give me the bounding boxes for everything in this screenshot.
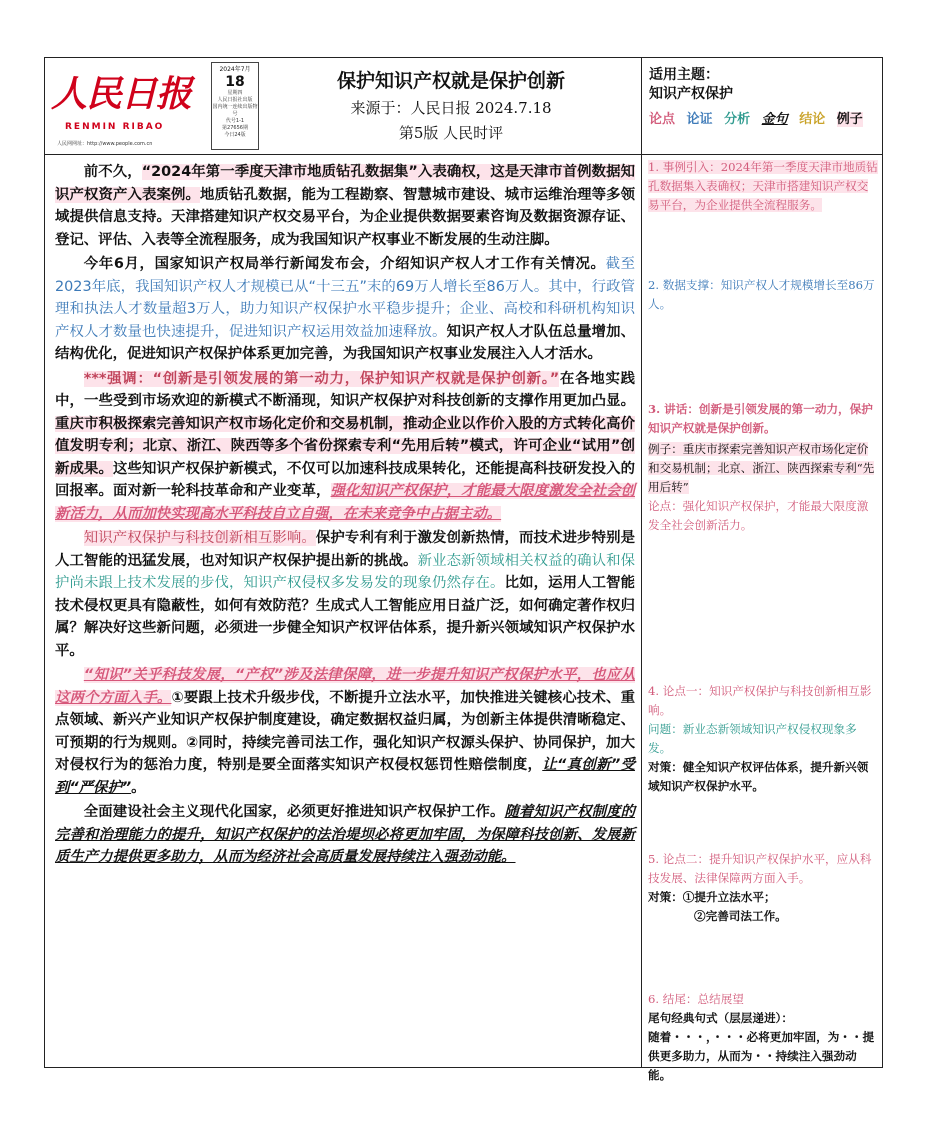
p4-analysis-green: 新业态新领域相关权益的确认和保护尚未跟上技术发展的步伐，知识产权侵权多发易发的现象仍然存在。	[55, 552, 635, 591]
paragraph-5	[55, 664, 635, 799]
logo-en: RENMIN RIBAO	[65, 122, 165, 132]
edition-line: 第5版 人民时评	[398, 124, 504, 142]
newspaper-logo	[51, 64, 201, 148]
note-5-solution-2: ②完善司法工作。	[694, 909, 787, 923]
note-3	[648, 400, 878, 535]
note-3-text: 3. 讲话：创新是引领发展的第一动力，保护知识产权就是保护创新。	[648, 402, 873, 435]
theme-box	[649, 66, 877, 129]
p4-text-a: 保护专利有利于激发创新热情，而技术进步特别是人工智能的迅猛发展，也对知识产权保护提出新的挑战。	[55, 530, 635, 569]
column-divider	[641, 58, 642, 1067]
page-title: 保护知识产权就是保护创新	[336, 70, 565, 92]
tag-argument: 论点	[649, 112, 676, 127]
note-3-point: 论点：强化知识产权保护，才能最大限度激发全社会创新活力。	[648, 499, 869, 532]
note-6	[648, 990, 878, 1085]
note-5	[648, 850, 878, 926]
paragraph-3	[55, 368, 635, 526]
issue-date-box	[211, 62, 259, 150]
p1-text-b: 地质钻孔数据，能为工程勘察、智慧城市建设、城市运维治理等多领域提供信息支持。天津搭建知识产权交易平台，为企业提供数据要素咨询及数据资源存证、登记、评估、入表等全流程服务，成为我国知识产权事业不断发展的生动注脚。	[55, 186, 635, 248]
p2-data-blue: 截至2023年底，我国知识产权人才规模已从“十三五”末的69万人增长至86万人。其中，行政管理和执法人才数量超3万人，助力知识产权保护水平稳步提升；企业、高校和科研机构知识产权人才数量也快速提升，促进知识产权运用效益加速释放。	[55, 256, 635, 340]
note-6-pattern: 尾句经典句式（层层递进）：	[648, 1011, 793, 1025]
source-line: 来源于：人民日报 2024.7.18	[350, 99, 552, 117]
paragraph-2	[55, 253, 635, 366]
tag-analysis: 分析	[724, 112, 751, 127]
tag-golden-sentence: 金句	[761, 112, 788, 127]
datebox-line-2: 国内统一连续出版物号	[212, 104, 258, 117]
note-4-problem: 问题：新业态新领域知识产权侵权现象多发。	[648, 722, 857, 755]
tag-conclusion: 结论	[799, 112, 826, 127]
p3-example-highlight: 重庆市积极探索完善知识产权市场化定价和交易机制，推动企业以作价入股的方式转化高价值发明专利；北京、浙江、陕西等多个省份探索专利“先用后转”模式，许可企业“试用”创新成果。	[55, 415, 635, 477]
p6-text-a: 全面建设社会主义现代化国家，必须更好推进知识产权保护工作。	[83, 804, 505, 820]
legend-tags	[649, 110, 877, 129]
datebox-line-4: 第27656期	[222, 125, 248, 131]
paragraph-4	[55, 527, 635, 662]
note-4-text: 4. 论点一：知识产权保护与科技创新相互影响。	[648, 684, 872, 717]
paragraph-1	[55, 161, 635, 251]
p6-golden-sentence: 随着知识产权制度的完善和治理能力的提升，知识产权保护的法治堤坝必将更加牢固，为保障科技创新、发展新质生产力提供更多助力，从而为经济社会高质量发展持续注入强劲动能。	[55, 804, 635, 865]
p5-end: 。	[131, 779, 146, 796]
note-1-text: 1. 事例引入：2024年第一季度天津市地质钻孔数据集入表确权；天津市搭建知识产权交易平台，为企业提供全流程服务。	[648, 160, 878, 212]
p3-quote: ***强调：“创新是引领发展的第一动力，保护知识产权就是保护创新。”	[83, 370, 560, 387]
issue-year-month: 2024年7月	[219, 66, 251, 73]
tag-reasoning: 论证	[686, 112, 713, 127]
p1-highlight: “2024年第一季度天津市地质钻孔数据集”入表确权，这是天津市首例数据知识产权资产入表案例。	[55, 164, 635, 203]
paragraph-6	[55, 801, 635, 869]
note-5-solution-1: 对策：①提升立法水平；	[648, 890, 776, 904]
p5-golden-sentence: 让“真创新”受到“严保护”	[55, 757, 635, 796]
article-body	[55, 161, 635, 871]
note-3-example	[648, 440, 878, 497]
p3-text-a: 在各地实践中，一些受到市场欢迎的新模式不断涌现，知识产权保护对科技创新的支撑作用更加凸显。	[55, 370, 635, 409]
note-2-text: 2. 数据支撑：知识产权人才规模增长至86万人。	[648, 278, 875, 311]
tag-example: 例子	[836, 112, 863, 127]
issue-day: 18	[225, 74, 245, 90]
note-2	[648, 276, 878, 314]
theme-label: 适用主题：	[649, 67, 719, 83]
note-4	[648, 682, 878, 796]
note-6-template: 随着・・・，・・・必将更加牢固，为・・提供更多助力，从而为・・持续注入强劲动能。	[648, 1030, 875, 1082]
p2-text-a: 今年6月，国家知识产权局举行新闻发布会，介绍知识产权人才工作有关情况。	[83, 256, 606, 272]
note-5-text: 5. 论点二：提升知识产权保护水平，应从科技发展、法律保障两方面入手。	[648, 852, 872, 885]
document-frame	[44, 57, 883, 1082]
header-divider	[45, 154, 882, 155]
header-center	[265, 64, 637, 143]
note-4-solution: 对策：健全知识产权评估体系，提升新兴领域知识产权保护水平。	[648, 760, 869, 793]
p3-text-b: 这些知识产权保护新模式，不仅可以加速科技成果转化，还能提高科技研发投入的回报率。面对新一轮科技革命和产业变革，	[55, 460, 635, 499]
datebox-line-5: 今日24版	[224, 132, 246, 138]
theme-value: 知识产权保护	[649, 86, 733, 102]
p4-argument: 知识产权保护与科技创新相互影响。	[83, 530, 316, 546]
datebox-line-1: 人民日报社出版	[217, 97, 253, 103]
issue-weekday: 星期四	[227, 90, 243, 96]
note-6-text: 6. 结尾：总结展望	[648, 992, 744, 1006]
datebox-line-3: 代号1-1	[225, 118, 245, 124]
logo-cn: 人民日报	[51, 73, 192, 115]
note-3-example-text: 例子：重庆市探索完善知识产权市场化定价和交易机制；北京、浙江、陕西探索专利“先用后转”	[648, 442, 875, 494]
p4-text-b: 比如，运用人工智能技术侵权更具有隐蔽性，如何有效防范？生成式人工智能应用日益广泛，如何确定著作权归属？解决好这些新问题，必须进一步健全知识产权评估体系，提升新兴领域知识产权保护水平。	[55, 575, 635, 659]
p5-text-a: ①要跟上技术升级步伐，不断提升立法水平，加快推进关键核心技术、重点领域、新兴产业知识产权保护制度建设，确定数据权益归属，为创新主体提供清晰稳定、可预期的行为规则。②同时，持续完善司法工作，强化知识产权源头保护、协同保护，加大对侵权行为的惩治力度，特别是要全面落实知识产权侵权惩罚性赔偿制度，	[55, 689, 635, 773]
p3-argument: 强化知识产权保护，才能最大限度激发全社会创新活力，从而加快实现高水平科技自立自强，在未来竞争中占据主动。	[55, 483, 635, 522]
p1-text-a: 前不久，	[83, 164, 142, 180]
logo-url: 人民网网址：http://www.people.com.cn	[57, 141, 153, 147]
p5-argument: “知识”关乎科技发展，“产权”涉及法律保障，进一步提升知识产权保护水平，也应从这两个方面入手。	[55, 667, 635, 706]
p2-text-b: 知识产权人才队伍总量增加、结构优化，促进知识产权保护体系更加完善，为我国知识产权事业发展注入人才活水。	[55, 323, 635, 362]
note-1	[648, 158, 878, 215]
